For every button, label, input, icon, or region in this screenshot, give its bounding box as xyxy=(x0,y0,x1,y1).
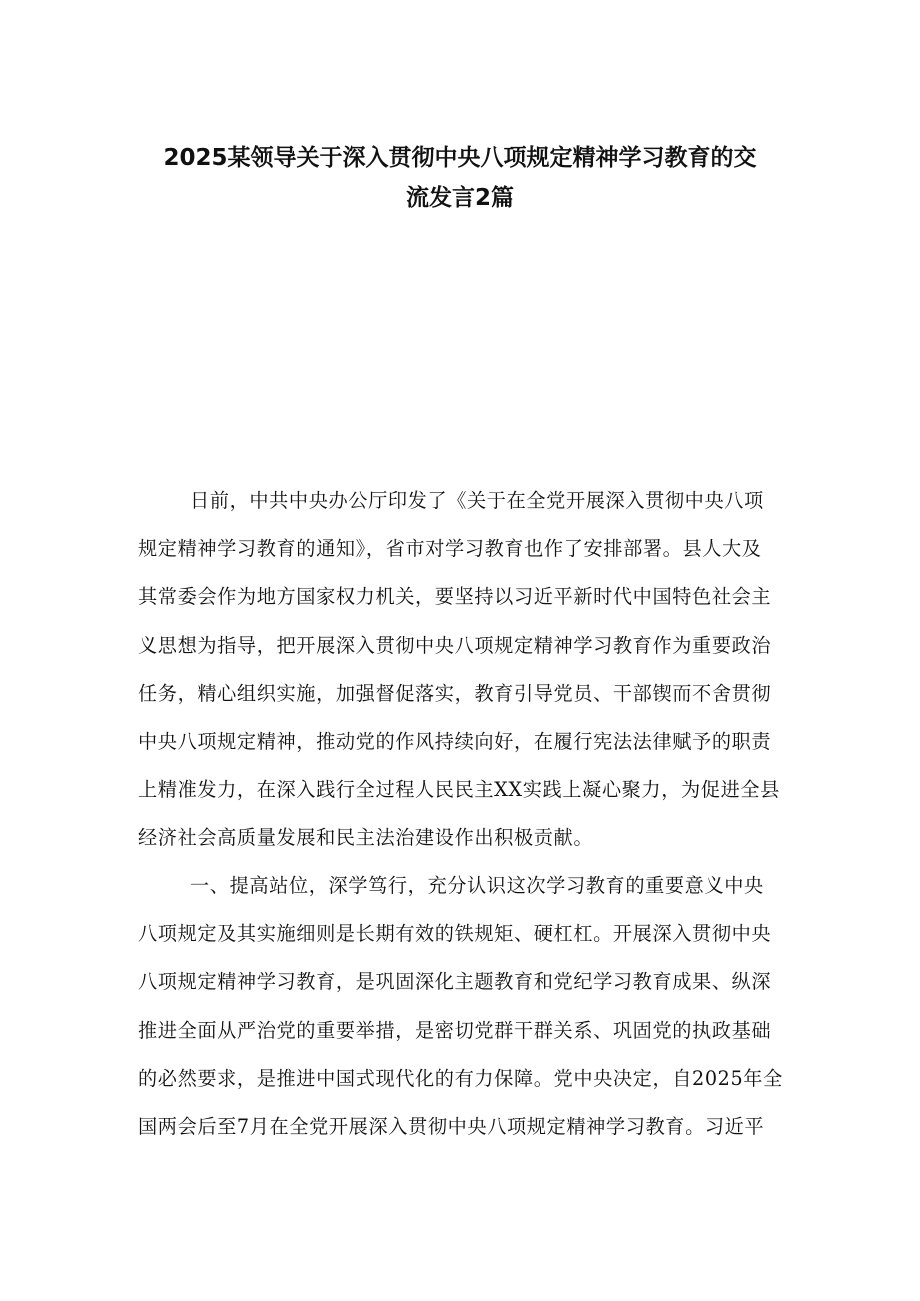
paragraph-line: 义思想为指导，把开展深入贯彻中央八项规定精神学习教育作为重要政治 xyxy=(138,633,772,657)
paragraph-line: 八项规定及其实施细则是长期有效的铁规矩、硬杠杠。开展深入贯彻中央 xyxy=(138,922,772,946)
paragraph-line: 的必然要求，是推进中国式现代化的有力保障。党中央决定，自2025年全 xyxy=(138,1066,783,1090)
title-line: 流发言2篇 xyxy=(405,185,514,211)
paragraph-line: 任务，精心组织实施，加强督促落实，教育引导党员、干部锲而不舍贯彻 xyxy=(138,681,772,705)
paragraph-line: 其常委会作为地方国家权力机关，要坚持以习近平新时代中国特色社会主 xyxy=(138,585,772,609)
paragraph-line: 国两会后至7月在全党开展深入贯彻中央八项规定精神学习教育。习近平 xyxy=(138,1114,765,1138)
document-title xyxy=(140,138,780,218)
paragraph-line: 八项规定精神学习教育，是巩固深化主题教育和党纪学习教育成果、纵深 xyxy=(138,970,772,994)
paragraph-line: 日前，中共中央办公厅印发了《关于在全党开展深入贯彻中央八项 xyxy=(190,489,764,512)
paragraph-line: 规定精神学习教育的通知》，省市对学习教育也作了安排部署。县人大及 xyxy=(138,537,762,561)
paragraph-line: 上精准发力，在深入践行全过程人民民主XX实践上凝心聚力，为促进全县 xyxy=(138,778,780,802)
paragraph-line: 中央八项规定精神，推动党的作风持续向好，在履行宪法法律赋予的职责 xyxy=(138,729,772,753)
paragraph-section-one xyxy=(138,862,783,1151)
title-line: 2025某领导关于深入贯彻中央八项规定精神学习教育的交 xyxy=(163,145,757,171)
paragraph-line: 经济社会高质量发展和民主法治建设作出积极贡献。 xyxy=(138,826,594,850)
paragraph-line: 推进全面从严治党的重要举措，是密切党群干群关系、巩固党的执政基础 xyxy=(138,1018,772,1042)
paragraph-line: 一、提高站位，深学笃行，充分认识这次学习教育的重要意义中央 xyxy=(190,874,764,897)
paragraph-intro xyxy=(138,477,780,863)
